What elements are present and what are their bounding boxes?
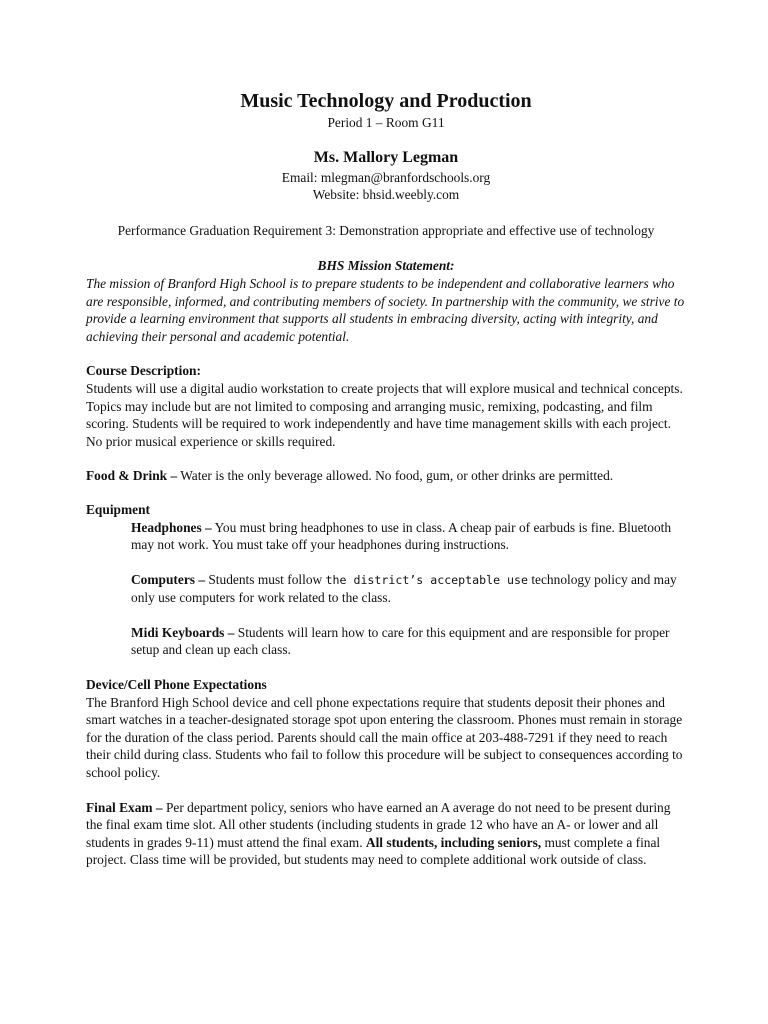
final-exam-body-start: Per department policy, seniors who have earned an A average do not need to be present during the final exam time slot. All other students (including students in grade 12 who have an A- or lower and all students in grades 9-11) must attend the final exam. <box>86 799 671 850</box>
final-exam-section <box>86 799 686 869</box>
device-body: The Branford High School device and cell phone expectations require that students deposit their phones and smart watches in a teacher-designated storage spot upon entering the classroom. Phones must remain in storage for the duration of the class period. Parents should call the main office at 203-488-7291 if they need to reach their child during class. Students who fail to follow this procedure will be subject to consequences according to school policy. <box>86 694 683 781</box>
food-drink-section <box>86 467 686 485</box>
device-section <box>86 676 686 782</box>
headphones-item <box>131 519 686 554</box>
mission-section <box>86 257 686 345</box>
mission-heading: BHS Mission Statement: <box>317 258 455 274</box>
course-description-heading: Course Description: <box>86 363 201 379</box>
teacher-website: Website: bhsid.weebly.com <box>312 187 460 203</box>
teacher-email: Email: mlegman@branfordschools.org <box>281 169 491 185</box>
equipment-section <box>86 501 686 659</box>
course-description-section <box>86 362 686 450</box>
computers-item <box>131 571 686 607</box>
food-drink-label: Food & Drink – <box>86 468 178 484</box>
headphones-label: Headphones – <box>131 519 212 535</box>
period-room: Period 1 – Room G11 <box>327 115 445 130</box>
graduation-requirement: Performance Graduation Requirement 3: Demonstration appropriate and effective use of technology <box>117 222 655 238</box>
headphones-body: You must bring headphones to use in class. A cheap pair of earbuds is fine. Bluetooth may not work. You must take off your headphones during instructions. <box>131 519 672 553</box>
document-title: Music Technology and Production <box>240 90 532 112</box>
device-heading: Device/Cell Phone Expectations <box>86 677 267 693</box>
document-page <box>86 88 686 869</box>
midi-keyboards-body: Students will learn how to care for this equipment and are responsible for proper setup and clean up each class. <box>131 624 670 658</box>
computers-label: Computers – <box>131 571 206 587</box>
mission-body: The mission of Branford High School is to prepare students to be independent and collaborative learners who are responsible, informed, and contributing members of society. In partnership with the community, we strive to provide a learning environment that supports all students in embracing diversity, acting with integrity, and achieving their personal and academic potential. <box>86 275 685 344</box>
midi-keyboards-label: Midi Keyboards – <box>131 624 235 640</box>
teacher-name: Ms. Mallory Legman <box>313 148 459 166</box>
computers-body-end: technology policy and may only use computers for work related to the class. <box>131 571 677 606</box>
midi-keyboards-item <box>131 624 686 659</box>
final-exam-bold: All students, including seniors, <box>365 834 542 850</box>
food-drink-body: Water is the only beverage allowed. No food, gum, or other drinks are permitted. <box>177 468 614 484</box>
final-exam-label: Final Exam – <box>86 799 163 815</box>
final-exam-body-end: must complete a final project. Class time will be provided, but students may need to complete additional work outside of class. <box>86 834 661 868</box>
computers-body-policy: the district’s acceptable use <box>325 572 528 587</box>
course-description-body: Students will use a digital audio workstation to create projects that will explore musical and technical concepts. Topics may include but are not limited to composing and arranging music, remixing, podcasting, and film scoring. Students will be required to work independently and have time management skills with each project. No prior musical experience or skills required. <box>86 380 683 449</box>
document-header <box>86 88 686 204</box>
computers-body-start: Students must follow <box>205 571 326 587</box>
equipment-heading: Equipment <box>86 501 150 517</box>
